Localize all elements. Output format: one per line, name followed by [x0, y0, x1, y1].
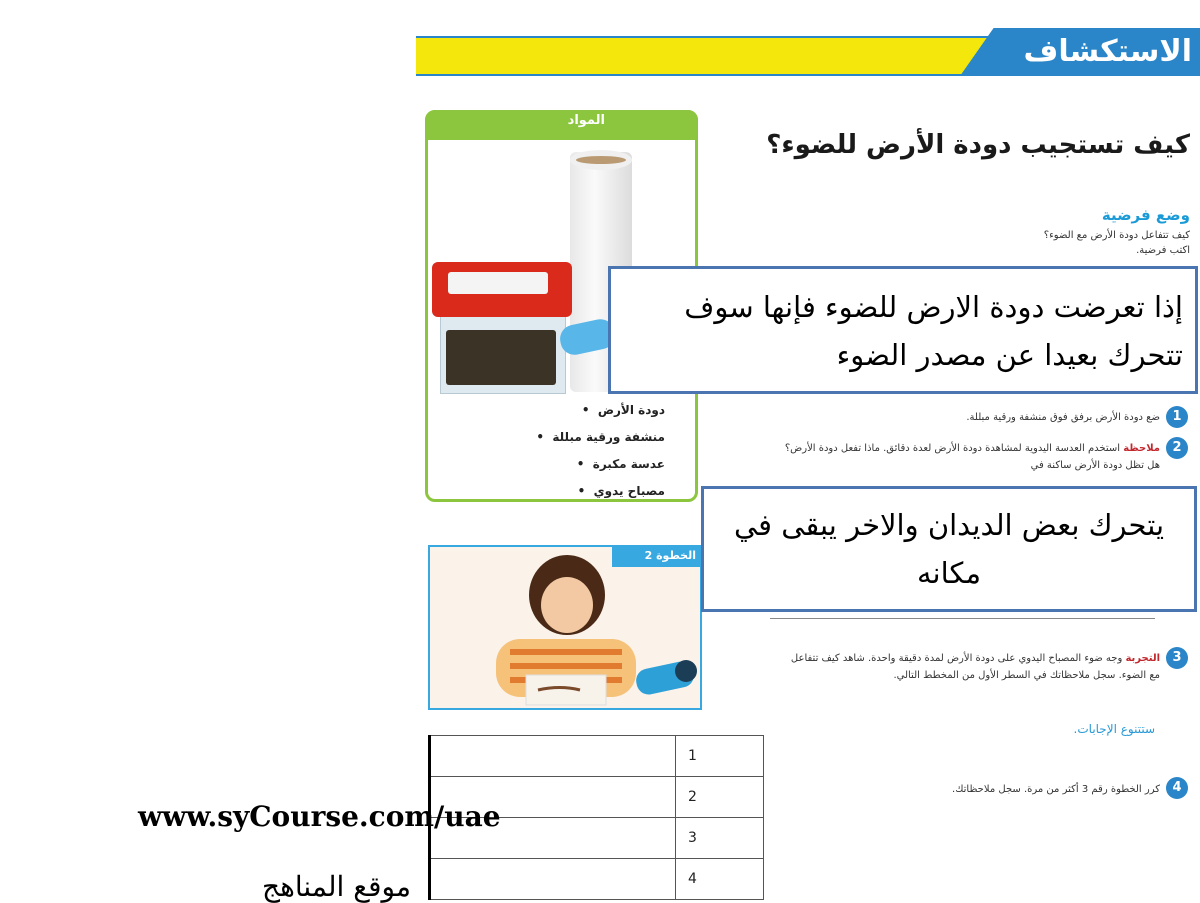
step-3-body: وجه ضوء المصباح اليدوي على دودة الأرض لمدة دقيقة واحدة. شاهد كيف تتفاعل مع الضوء. سجل ملاحظاتك في السطر الأول من المخطط التالي. [790, 653, 1160, 681]
soil-image [446, 330, 556, 385]
step-1-badge: 1 [1166, 406, 1188, 428]
answers-note: ستتنوع الإجابات. [1073, 722, 1155, 736]
step-2-key: ملاحظة [1123, 443, 1160, 454]
hypothesis-heading: وضع فرضية [1101, 206, 1190, 224]
material-item: منشفة ورقية مبللة • [536, 430, 665, 444]
observation-answer-callout: يتحرك بعض الديدان والاخر يبقى في مكانه [701, 486, 1197, 612]
banner-stripe [416, 36, 1016, 76]
step-4-badge: 4 [1166, 777, 1188, 799]
step-4-text: كرر الخطوة رقم 3 أكثر من مرة. سجل ملاحظاتك. [952, 784, 1160, 795]
step-3-text [790, 650, 1160, 684]
answer-line [770, 618, 1155, 619]
section-title: الاستكشاف [1023, 34, 1192, 69]
step-2-text [770, 440, 1160, 474]
material-item: دودة الأرض • [581, 403, 665, 417]
hypothesis-prompt [900, 228, 1190, 258]
row-number: 3 [676, 818, 764, 859]
table-cell[interactable] [430, 736, 676, 777]
step-2-body: استخدم العدسة اليدوية لمشاهدة دودة الأرض لعدة دقائق. ماذا تفعل دودة الأرض؟ هل تظل دودة الأرض ساكنة في [784, 443, 1160, 471]
hypothesis-prompt-line: كيف تتفاعل دودة الأرض مع الضوء؟ [1043, 230, 1190, 241]
row-number: 2 [676, 777, 764, 818]
table-row [430, 736, 764, 777]
row-number: 1 [676, 736, 764, 777]
paper-towel-roll-top [570, 150, 632, 170]
girl-illustration [430, 547, 702, 710]
container-lid-label [448, 272, 548, 294]
materials-title: المواد [567, 113, 605, 128]
material-item: عدسة مكبرة • [576, 457, 665, 471]
row-number: 4 [676, 859, 764, 900]
site-name: موقع المناهج [262, 870, 411, 903]
question-title: كيف تستجيب دودة الأرض للضوء؟ [766, 130, 1190, 160]
site-url: www.syCourse.com/uae [138, 800, 501, 833]
hypothesis-answer-callout: إذا تعرضت دودة الارض للضوء فإنها سوف تتحرك بعيدا عن مصدر الضوء [608, 266, 1198, 394]
hypothesis-prompt-line: اكتب فرضية. [1136, 245, 1190, 256]
step-2-photo [428, 545, 702, 710]
step-2-photo-badge: الخطوة 2 [612, 545, 702, 567]
step-1-text: ضع دودة الأرض برفق فوق منشفة ورقية مبللة. [966, 412, 1160, 423]
step-3-key: التجربة [1125, 653, 1160, 664]
table-cell[interactable] [430, 859, 676, 900]
table-row [430, 859, 764, 900]
material-item: مصباح يدوي • [577, 484, 665, 498]
step-3-badge: 3 [1166, 647, 1188, 669]
step-2-badge: 2 [1166, 437, 1188, 459]
